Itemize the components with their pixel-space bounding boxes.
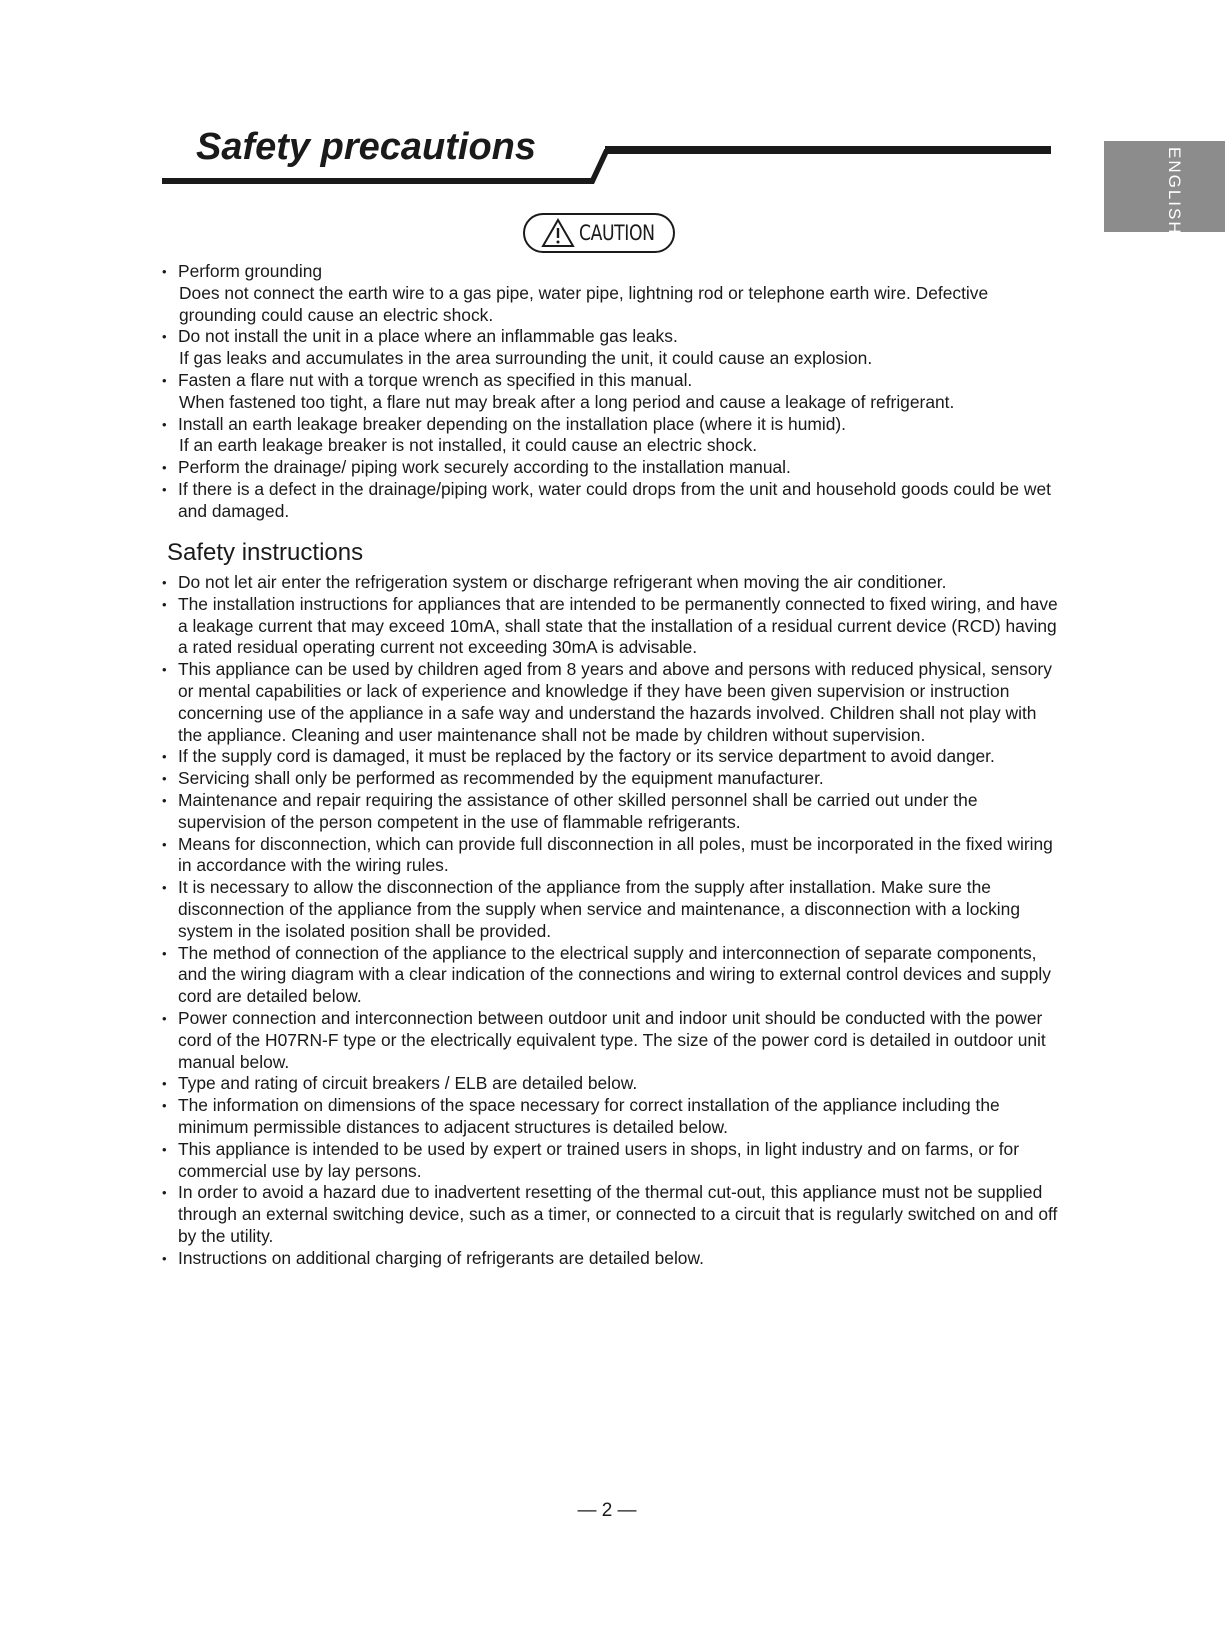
safety-item: • Power connection and interconnection between outdoor unit and indoor unit should be conducted with the power cord of the H07RN-F type or the electrically equivalent type. The size of the power cord is detailed in outdoor unit manual below. (160, 1008, 1060, 1073)
caution-item-heading: Install an earth leakage breaker depending on the installation place (where it is humid). (178, 413, 847, 434)
caution-item-heading: If there is a defect in the drainage/piping work, water could drops from the unit and household goods could be wet and damaged. (178, 478, 1051, 521)
caution-item (160, 457, 1060, 479)
page-number: — 2 — (577, 1500, 637, 1521)
caution-item (160, 261, 1060, 326)
safety-item: • In order to avoid a hazard due to inadvertent resetting of the thermal cut-out, this appliance must not be supplied through an external switching device, such as a timer, or connected to a circuit that is regularly switched on and off by the utility. (160, 1182, 1060, 1247)
caution-item-text: Does not connect the earth wire to a gas pipe, water pipe, lightning rod or telephone earth wire. Defective grounding could cause an electric shock. (179, 282, 989, 325)
page-title: Safety precautions (196, 126, 536, 168)
caution-item (160, 326, 1060, 370)
caution-item-text: If gas leaks and accumulates in the area surrounding the unit, it could cause an explosion. (179, 348, 873, 369)
section-heading-safety-instructions: Safety instructions (167, 539, 364, 566)
title-divider-slash (588, 149, 610, 184)
caution-item-heading: Perform the drainage/ piping work securely according to the installation manual. (178, 457, 791, 478)
safety-item: • Maintenance and repair requiring the assistance of other skilled personnel shall be carried out under the supervision of the person competent in the use of flammable refrigerants. (160, 790, 1060, 834)
title-underline (162, 178, 592, 184)
safety-item: • Instructions on additional charging of refrigerants are detailed below. (160, 1248, 1060, 1270)
safety-item: • This appliance can be used by children aged from 8 years and above and persons with reduced physical, sensory or mental capabilities or lack of experience and knowledge if they have been given supervision or instruction concerning use of the appliance in a safe way and understand the hazards involved. Children shall not play with the appliance. Cleaning and user maintenance shall not be made by children without supervision. (160, 659, 1060, 746)
safety-instructions-list (160, 572, 1060, 1270)
caution-label: CAUTION (578, 221, 655, 245)
safety-item: • Type and rating of circuit breakers / ELB are detailed below. (160, 1073, 1060, 1095)
caution-item-text: When fastened too tight, a flare nut may break after a long period and cause a leakage of refrigerant. (179, 391, 955, 412)
safety-item: • If the supply cord is damaged, it must be replaced by the factory or its service department to avoid danger. (160, 746, 1060, 768)
safety-item: • Means for disconnection, which can provide full disconnection in all poles, must be incorporated in the fixed wiring in accordance with the wiring rules. (160, 834, 1060, 878)
safety-item: • The method of connection of the appliance to the electrical supply and interconnection of separate components, and the wiring diagram with a clear indication of the connections and wiring to external control devices and supply cord are detailed below. (160, 943, 1060, 1008)
safety-item: • Servicing shall only be performed as recommended by the equipment manufacturer. (160, 768, 1060, 790)
safety-item: • It is necessary to allow the disconnection of the appliance from the supply after installation. Make sure the disconnection of the appliance from the supply when service and maintenance, a disconnection with a locking system in the isolated position shall be provided. (160, 877, 1060, 942)
language-tab-label: ENGLISH (1165, 147, 1184, 236)
caution-badge (523, 213, 675, 253)
language-tab (1104, 141, 1225, 236)
safety-item: • This appliance is intended to be used by expert or trained users in shops, in light industry and on farms, or for commercial use by lay persons. (160, 1139, 1060, 1183)
caution-item (160, 370, 1060, 414)
caution-item-heading: Fasten a flare nut with a torque wrench as specified in this manual. (178, 369, 693, 390)
safety-item: • The information on dimensions of the space necessary for correct installation of the appliance including the minimum permissible distances to adjacent structures is detailed below. (160, 1095, 1060, 1139)
caution-item (160, 479, 1060, 523)
title-header-bar (605, 146, 1051, 154)
caution-item-text: If an earth leakage breaker is not installed, it could cause an electric shock. (179, 435, 758, 456)
caution-list (160, 261, 1060, 523)
safety-item: • Do not let air enter the refrigeration system or discharge refrigerant when moving the air conditioner. (160, 572, 1060, 594)
caution-item-heading: Perform grounding (178, 261, 323, 281)
warning-triangle-icon (541, 218, 575, 248)
caution-item-heading: Do not install the unit in a place where an inflammable gas leaks. (178, 326, 678, 347)
caution-item (160, 414, 1060, 458)
safety-item: • The installation instructions for appliances that are intended to be permanently connected to fixed wiring, and have a leakage current that may exceed 10mA, shall state that the installation of a residual current device (RCD) having a rated residual operating current not exceeding 30mA is advisable. (160, 594, 1060, 659)
